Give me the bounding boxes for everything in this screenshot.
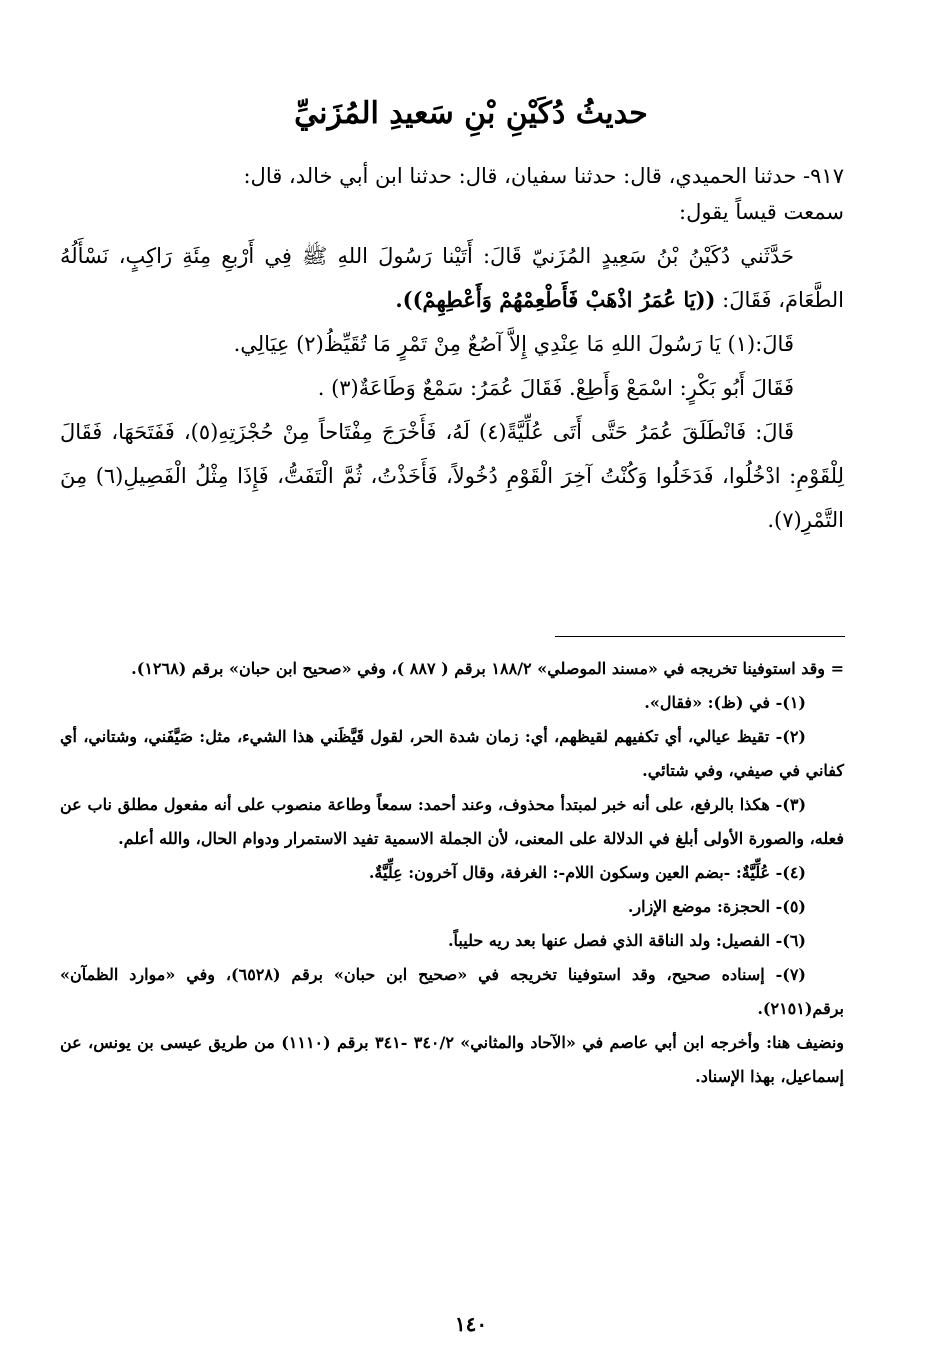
footnote-addendum: ونضيف هنا: وأخرجه ابن أبي عاصم في «الآحاد والمثاني» ٣٤٠/٢ -٣٤١ برقم (١١١٠) من طريق عيسى بن يونس، عن إسماعيل، بهذا الإسناد.: [60, 1033, 845, 1086]
footnote-3: (٣)- هكذا بالرفع، على أنه خبر لمبتدأ محذوف، وعند أحمد: سمعاً وطاعة منصوب على أنه مفعول مطلق ناب عن فعله، والصورة الأولى أبلغ في الدلالة على المعنى، لأن الجملة الاسمية تفيد الاستمرار ودوام الحال، والله أعلم.: [60, 795, 844, 848]
footnote-5: (٥)- الحجزة: موضع الإزار.: [627, 897, 806, 916]
footnote-1: (١)- في (ظ): «فقال».: [644, 693, 806, 712]
hadith-title: حديثُ دُكَيْنِ بْنِ سَعيدِ المُزَنيِّ: [294, 96, 648, 131]
page-number: ١٤٠: [454, 1312, 488, 1336]
hadith-paragraph: فَقَالَ أَبُو بَكْرٍ: اسْمَعْ وَأَطِعْ. فَقَالَ عُمَرُ: سَمْعٌ وَطَاعَةٌ(٣) .: [317, 376, 794, 400]
isnad-line: ٩١٧- حدثنا الحميدي، قال: حدثنا سفيان، قال: حدثنا ابن أبي خالد، قال:: [243, 164, 844, 188]
hadith-paragraph: قَالَ:(١) يَا رَسُولَ اللهِ مَا عِنْدِي إِلاَّ آصُعٌ مِنْ تَمْرٍ مَا تُقَيِّظُ(٢) عِيَالِي.: [233, 332, 794, 356]
isnad-line: سمعت قيساً يقول:: [679, 200, 844, 224]
footnotes: [60, 652, 844, 1094]
prophet-saying: ((يَا عُمَرُ اذْهَبْ فَأَطْعِمْهُمْ وَأَعْطِهِمْ)).: [395, 287, 716, 312]
hadith-paragraph: [60, 234, 844, 322]
footnote-separator: [555, 636, 845, 637]
footnote-6: (٦)- الفصيل: ولد الناقة الذي فصل عنها بعد ريه حليباً.: [447, 931, 806, 950]
footnote-continuation: = وقد استوفينا تخريجه في «مسند الموصلي» ١٨٨/٢ برقم ( ٨٨٧ )، وفي «صحيح ابن حبان» برقم (١٢٦٨).: [131, 659, 844, 678]
hadith-paragraph: قَالَ: فَانْطَلَقَ عُمَرُ حَتَّى أَتَى عُلِّيَّةً(٤) لَهُ، فَأَخْرَجَ مِفْتَاحاً مِنْ حُجْزَتِهِ(٥)، فَفَتَحَهَا، فَقَالَ لِلْقَوْمِ: ادْخُلُوا، فَدَخَلُوا وَكُنْتُ آخِرَ الْقَوْمِ دُخُولاً، فَأَخَذْتُ، ثُمَّ الْتَفَتُّ، فَإِذَا مِثْلُ الْفَصِيلِ(٦) مِنَ التَّمْرِ(٧).: [60, 420, 844, 532]
hadith-paragraph-text: حَدَّثَني دُكَيْنُ بْنُ سَعِيدٍ المُزَنيّ قَالَ: أَتَيْنا رَسُولَ اللهِ ﷺ فِي أَرْبعِ مِئَةِ رَاكِبٍ، نَسْأَلُهُ الطَّعَامَ، فَقَالَ:: [60, 244, 844, 312]
footnote-2: (٢)- تقيظ عيالي، أي تكفيهم لقيظهم، أي: زمان شدة الحر، لقول قَيَّظَني هذا الشيء، مثل: صَيَّفَني، وشتاني، أي كفاني في صيفي، وفي شتائي.: [60, 727, 844, 780]
footnote-7: (٧)- إسناده صحيح، وقد استوفينا تخريجه في «صحيح ابن حبان» برقم (٦٥٢٨)، وفي «موارد الظمآن» برقم(٢١٥١).: [60, 965, 844, 1018]
footnote-4: (٤)- عُلِّيَّةٌ: -بضم العين وسكون اللام-: الغرفة، وقال آخرون: عِلِّيَّةٌ.: [368, 863, 806, 882]
hadith-text: [60, 158, 844, 542]
